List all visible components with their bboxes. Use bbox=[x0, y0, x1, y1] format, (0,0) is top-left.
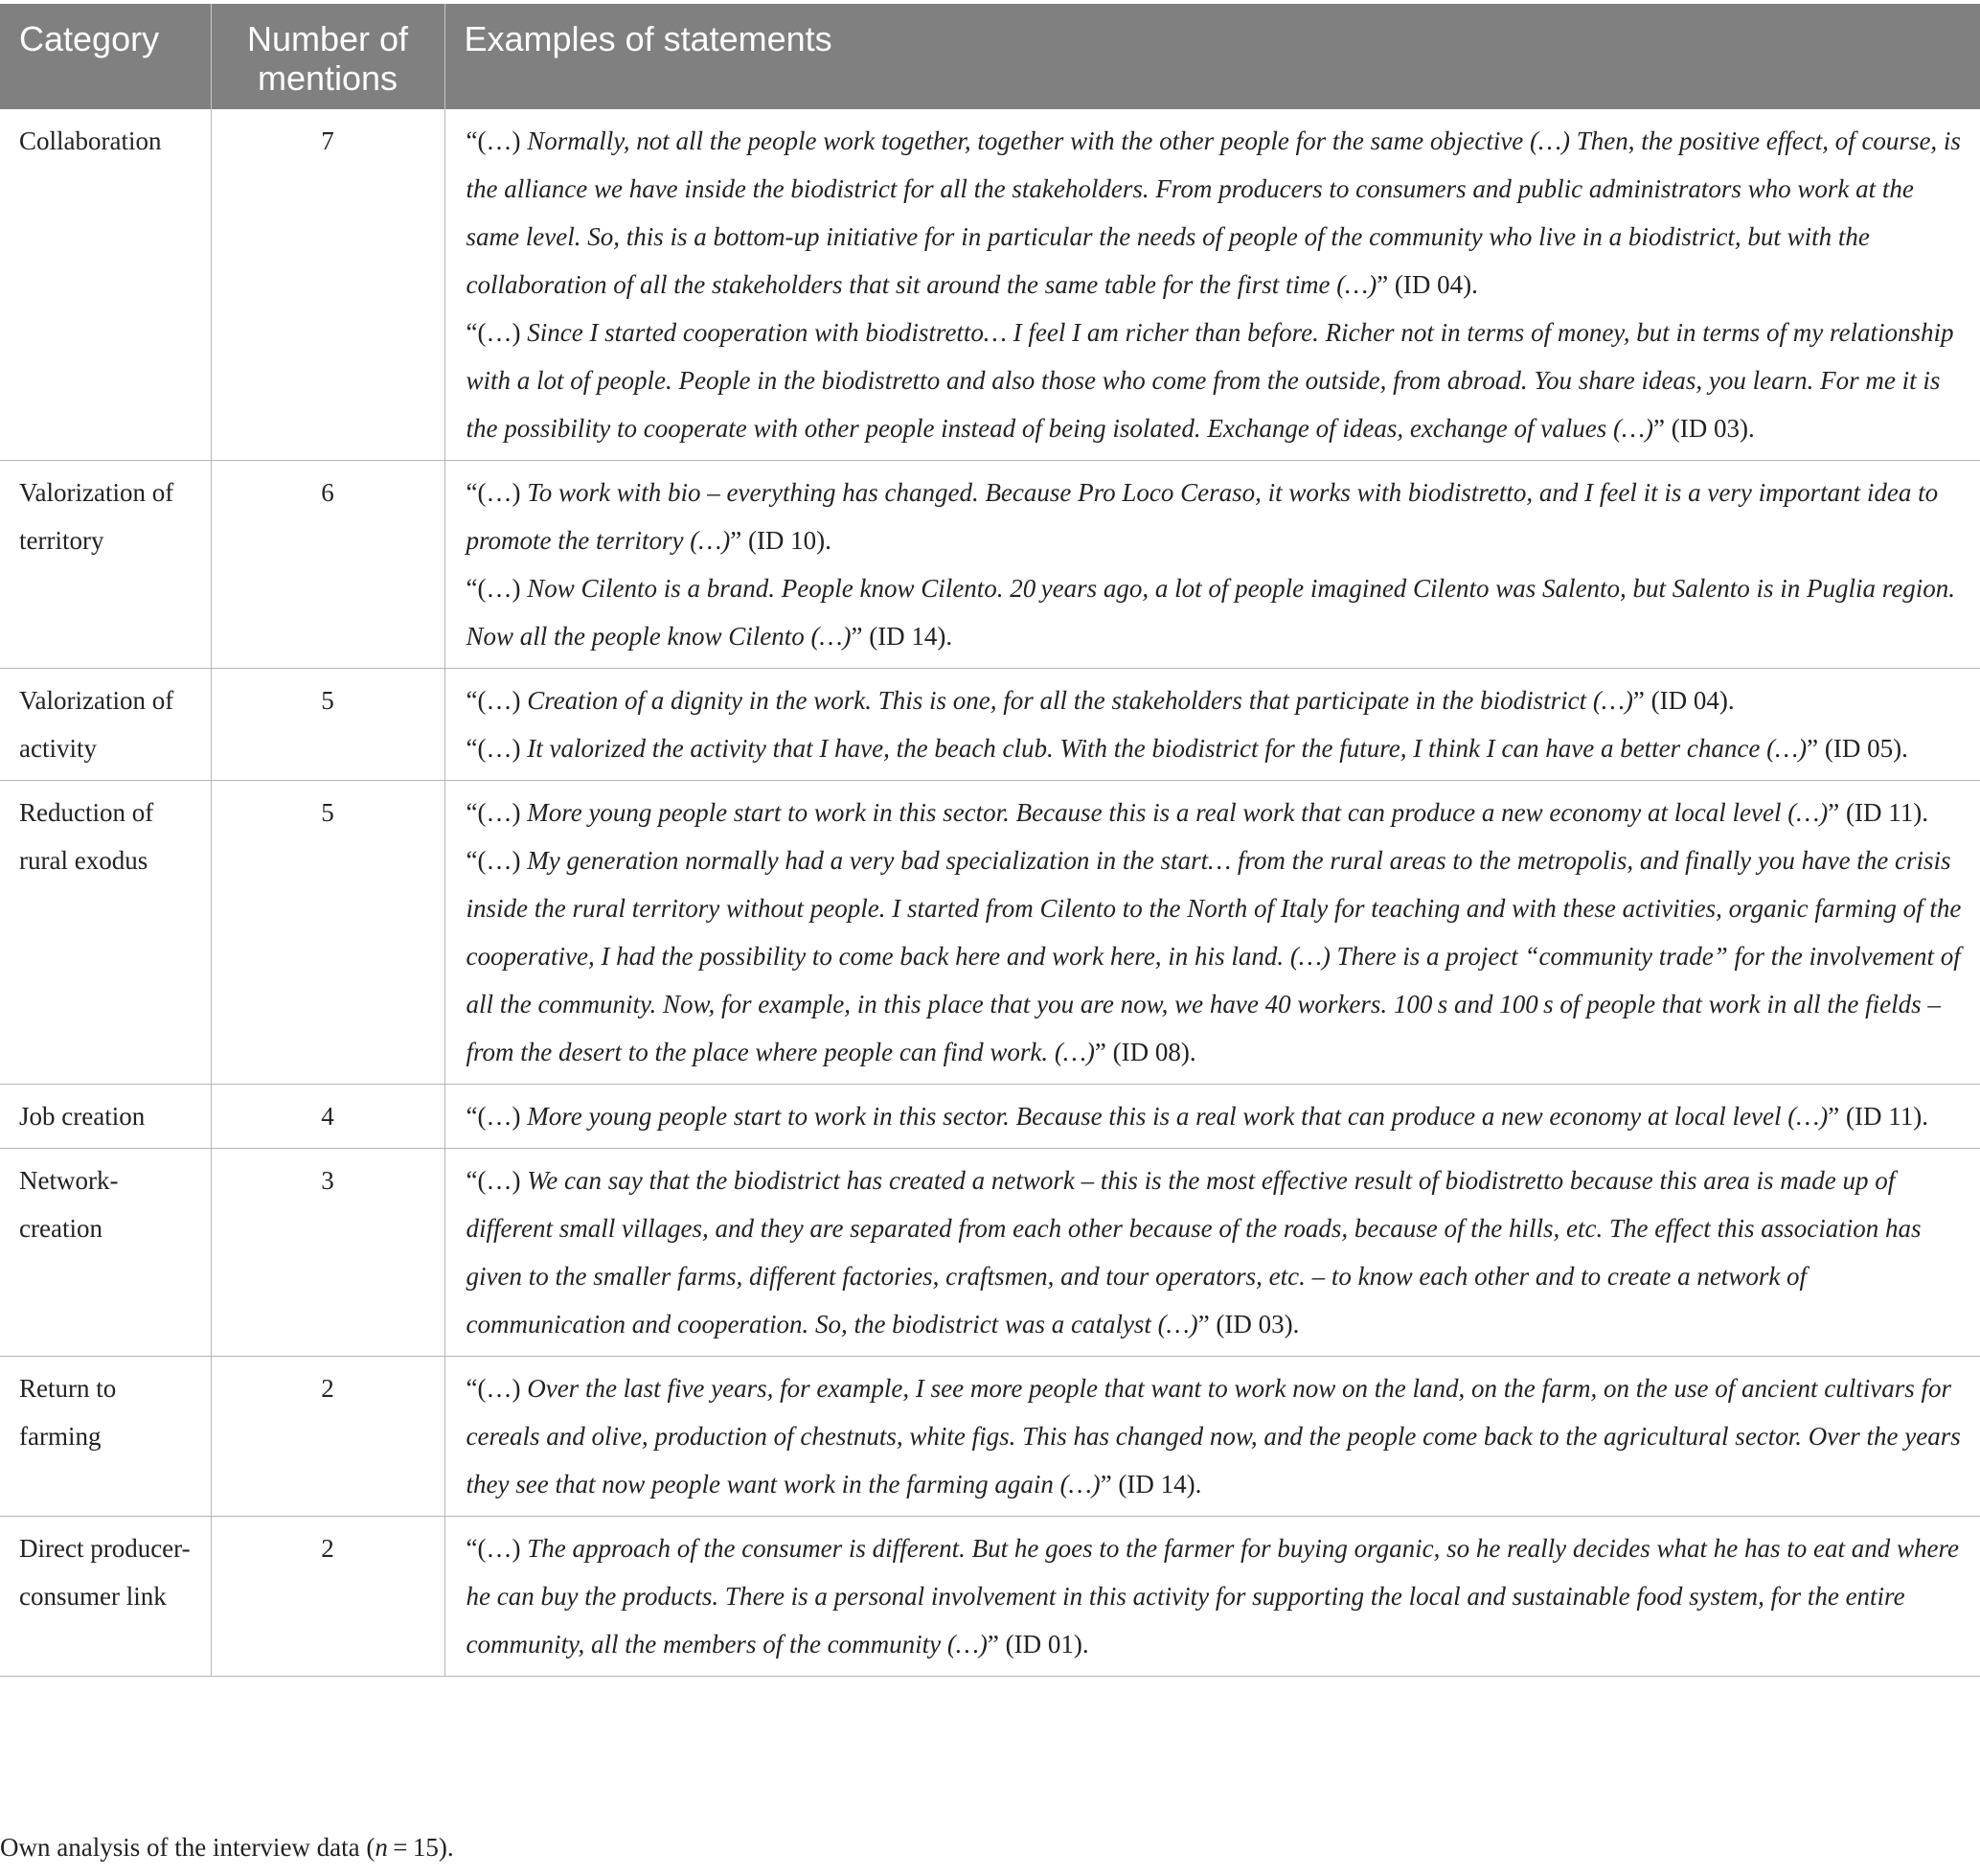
table-row bbox=[0, 1517, 1980, 1677]
statement-source: ” (ID 04). bbox=[1632, 686, 1735, 715]
table-row bbox=[0, 669, 1980, 781]
category-cell: Valorization of activity bbox=[0, 669, 211, 781]
examples-cell bbox=[444, 1357, 1980, 1517]
statement-quote: Creation of a dignity in the work. This is one, for all the stakeholders that participate in the biodistrict (…) bbox=[527, 686, 1633, 715]
statements-table bbox=[0, 4, 1980, 1677]
statement bbox=[467, 117, 1968, 309]
examples-cell bbox=[444, 109, 1980, 461]
header-mentions: Number of mentions bbox=[211, 4, 444, 109]
statement-open: “(…) bbox=[466, 126, 528, 155]
statement-open: “(…) bbox=[466, 1374, 528, 1403]
statement bbox=[467, 676, 1968, 724]
statement-open: “(…) bbox=[466, 318, 528, 347]
statement-open: “(…) bbox=[466, 686, 528, 715]
statement bbox=[467, 1092, 1968, 1140]
mentions-cell: 3 bbox=[211, 1149, 444, 1357]
examples-cell bbox=[444, 1085, 1980, 1149]
statement bbox=[467, 724, 1968, 772]
statement-open: “(…) bbox=[466, 734, 528, 763]
statement-quote: My generation normally had a very bad specialization in the start… from the rural areas to the metropolis, and finally you have the crisis inside the rural territory without people. I started from Cilento to the North of Italy for teaching and with these activities, organic farming of the cooperative, I had the possibility to come back here and work here, in his land. (…) There is a project “community trade” for the involvement of all the community. Now, for example, in this place that you are now, we have 40 workers. 100 s and 100 s of people that work in all the fields – from the desert to the place where people can find work. (…) bbox=[466, 846, 1962, 1066]
statement-quote: To work with bio – everything has changed. Because Pro Loco Ceraso, it works with biodistretto, and I feel it is a very important idea to promote the territory (…) bbox=[466, 478, 1939, 555]
examples-cell bbox=[444, 1517, 1980, 1677]
statement-open: “(…) bbox=[466, 574, 528, 603]
category-cell: Job creation bbox=[0, 1085, 211, 1149]
examples-cell bbox=[444, 461, 1980, 669]
table-row bbox=[0, 1085, 1980, 1149]
statement-source: ” (ID 14). bbox=[1100, 1470, 1202, 1499]
statement-quote: Normally, not all the people work together, together with the other people for the same objective (…) Then, the positive effect, of course, is the alliance we have inside the biodistrict for all the stakeholders. From producers to consumers and public administrators who work at the same level. So, this is a bottom-up initiative for in particular the needs of people of the community who live in a biodistrict, but with the collaboration of all the stakeholders that sit around the same table for the first time (…) bbox=[466, 126, 1961, 299]
mentions-cell: 4 bbox=[211, 1085, 444, 1149]
table-row bbox=[0, 109, 1980, 461]
category-cell: Collaboration bbox=[0, 109, 211, 461]
statement bbox=[467, 1524, 1968, 1668]
statement-quote: The approach of the consumer is different. But he goes to the farmer for buying organic, so he really decides what he has to eat and where he can buy the products. There is a personal involvement in this activity for supporting the local and sustainable food system, for the entire community, all the members of the community (…) bbox=[466, 1534, 1960, 1659]
table-row bbox=[0, 781, 1980, 1085]
statement-open: “(…) bbox=[466, 478, 528, 507]
category-cell: Return to farming bbox=[0, 1357, 211, 1517]
statement-open: “(…) bbox=[466, 1102, 528, 1131]
examples-cell bbox=[444, 1149, 1980, 1357]
table-row bbox=[0, 1149, 1980, 1357]
header-examples: Examples of statements bbox=[444, 4, 1980, 109]
statement-source: ” (ID 10). bbox=[730, 526, 831, 555]
statement bbox=[467, 564, 1968, 660]
statement-quote: More young people start to work in this sector. Because this is a real work that can produce a new economy at local level (…) bbox=[527, 798, 1829, 827]
statement-source: ” (ID 05). bbox=[1807, 734, 1908, 763]
statement-quote: It valorized the activity that I have, the beach club. With the biodistrict for the future, I think I can have a better chance (…) bbox=[527, 734, 1808, 763]
statement-quote: More young people start to work in this sector. Because this is a real work that can produce a new economy at local level (…) bbox=[527, 1102, 1829, 1131]
mentions-cell: 6 bbox=[211, 461, 444, 669]
statement-source: ” (ID 03). bbox=[1197, 1310, 1300, 1338]
caption-variable: n bbox=[375, 1833, 388, 1862]
statement-source: ” (ID 14). bbox=[851, 622, 953, 651]
statement bbox=[467, 469, 1968, 564]
table-caption bbox=[0, 1828, 454, 1866]
examples-cell bbox=[444, 669, 1980, 781]
table-body bbox=[0, 109, 1980, 1677]
statement bbox=[467, 309, 1968, 452]
statement bbox=[467, 1364, 1968, 1508]
statement-quote: Over the last five years, for example, I see more people that want to work now on the land, on the farm, on the use of ancient cultivars for cereals and olive, production of chestnuts, white figs. This has changed now, and the people come back to the agricultural sector. Over the years they see that now people want work in the farming again (…) bbox=[466, 1374, 1961, 1499]
statement bbox=[467, 1156, 1968, 1348]
header-category: Category bbox=[0, 4, 211, 109]
statement bbox=[467, 836, 1968, 1076]
category-cell: Network-creation bbox=[0, 1149, 211, 1357]
statement-open: “(…) bbox=[466, 846, 528, 875]
statement-source: ” (ID 03). bbox=[1653, 414, 1755, 443]
statement-open: “(…) bbox=[466, 1166, 528, 1195]
examples-cell bbox=[444, 781, 1980, 1085]
table-row bbox=[0, 461, 1980, 669]
mentions-cell: 5 bbox=[211, 669, 444, 781]
statement bbox=[467, 789, 1968, 836]
statement-open: “(…) bbox=[466, 1534, 528, 1563]
category-cell: Reduction of rural exodus bbox=[0, 781, 211, 1085]
table-header-row bbox=[0, 4, 1980, 109]
category-cell: Valorization of territory bbox=[0, 461, 211, 669]
mentions-cell: 2 bbox=[211, 1357, 444, 1517]
statement-quote: We can say that the biodistrict has created a network – this is the most effective result of biodistretto because this area is made up of different small villages, and they are separated from each other because of the roads, because of the hills, etc. The effect this association has given to the smaller farms, different factories, craftsmen, and tour operators, etc. – to know each other and to create a network of communication and cooperation. So, the biodistrict was a catalyst (…) bbox=[466, 1166, 1922, 1338]
table-row bbox=[0, 1357, 1980, 1517]
caption-prefix: Own analysis of the interview data ( bbox=[0, 1833, 376, 1862]
mentions-cell: 5 bbox=[211, 781, 444, 1085]
statement-source: ” (ID 01). bbox=[987, 1630, 1089, 1659]
mentions-cell: 7 bbox=[211, 109, 444, 461]
category-cell: Direct producer-consumer link bbox=[0, 1517, 211, 1677]
statement-quote: Since I started cooperation with biodistretto… I feel I am richer than before. Richer not in terms of money, but in terms of my relationship with a lot of people. People in the biodistretto and also those who come from the outside, from abroad. You share ideas, you learn. For me it is the possibility to cooperate with other people instead of being isolated. Exchange of ideas, exchange of values (…) bbox=[466, 318, 1954, 443]
statement-source: ” (ID 08). bbox=[1094, 1038, 1196, 1066]
statement-quote: Now Cilento is a brand. People know Cilento. 20 years ago, a lot of people imagined Cilento was Salento, but Salento is in Puglia region. Now all the people know Cilento (…) bbox=[466, 574, 1956, 651]
mentions-cell: 2 bbox=[211, 1517, 444, 1677]
statement-source: ” (ID 11). bbox=[1828, 1102, 1928, 1131]
statement-source: ” (ID 11). bbox=[1828, 798, 1928, 827]
statement-source: ” (ID 04). bbox=[1377, 270, 1478, 299]
caption-suffix: = 15). bbox=[387, 1833, 454, 1862]
statement-open: “(…) bbox=[466, 798, 528, 827]
